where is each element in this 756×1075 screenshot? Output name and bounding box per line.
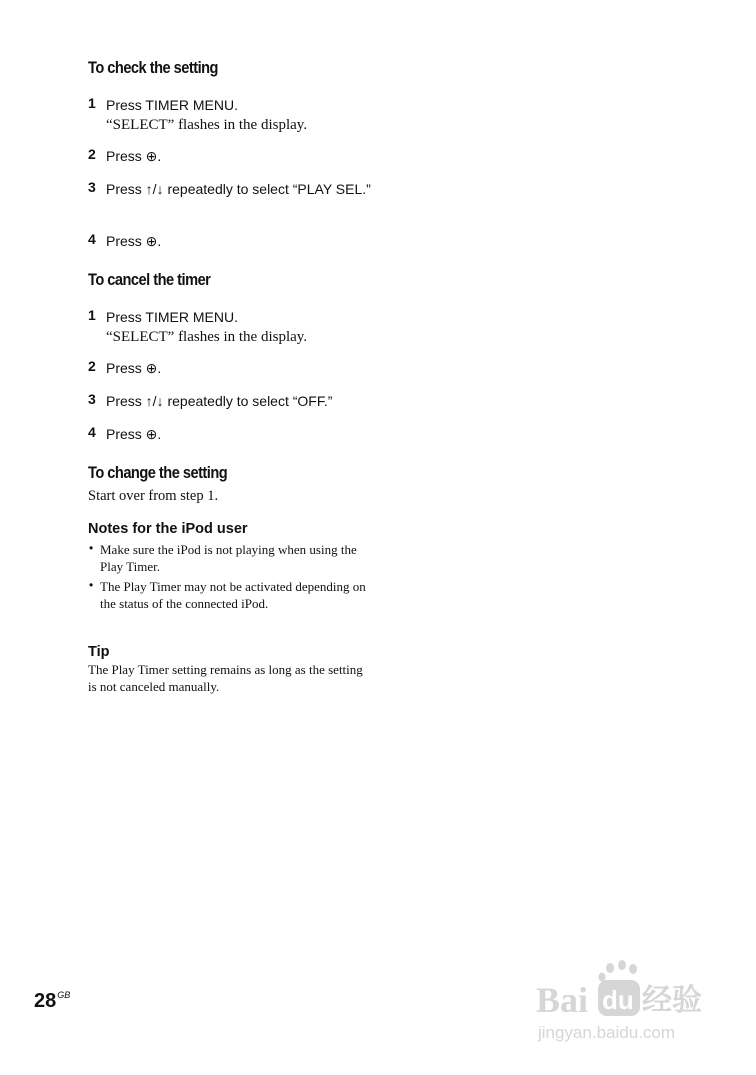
bullet-mark: • (89, 578, 94, 592)
page-number-suffix: GB (57, 990, 71, 1000)
step-number: 1 (88, 95, 96, 111)
step-number: 3 (88, 179, 96, 195)
tip-body: The Play Timer setting remains as long as the setting is not canceled manually. (88, 662, 363, 694)
step-text: Press ⊕. (106, 360, 162, 376)
heading-change-setting: To change the setting (88, 463, 228, 482)
step-text: Press ↑/↓ repeatedly to select “PLAY SEL.” (106, 181, 371, 197)
baidu-watermark-logo (536, 960, 711, 1050)
bullet-mark: • (89, 541, 94, 555)
step-number: 2 (88, 146, 96, 162)
watermark-brand: Bai (536, 980, 589, 1020)
heading-check-setting: To check the setting (88, 58, 218, 77)
step-text: Press ↑/↓ repeatedly to select “OFF.” (106, 393, 333, 409)
change-setting-body: Start over from step 1. (88, 488, 219, 504)
step-number: 1 (88, 307, 96, 323)
step-number: 2 (88, 358, 96, 374)
watermark-du: du (602, 985, 634, 1015)
watermark-url: jingyan.baidu.com (538, 1023, 676, 1042)
step-text: Press ⊕. (106, 148, 162, 164)
page-number (34, 990, 70, 1013)
note-text: The Play Timer may not be activated depending on the status of the connected iPod. (100, 579, 366, 611)
step-detail: “SELECT” flashes in the display. (106, 329, 308, 345)
note-text: Make sure the iPod is not playing when using the Play Timer. (100, 542, 357, 574)
tip-title: Tip (88, 644, 110, 660)
step-number: 4 (88, 424, 96, 440)
step-text: Press ⊕. (106, 233, 162, 249)
step-text: Press ⊕. (106, 426, 162, 442)
step-text: Press TIMER MENU. (106, 97, 238, 113)
watermark-cn: 经验 (642, 983, 702, 1018)
step-text: Press TIMER MENU. (106, 309, 238, 325)
paw-icon (599, 960, 638, 982)
page-number-value: 28 (34, 990, 57, 1012)
notes-title: Notes for the iPod user (88, 521, 248, 537)
step-number: 4 (88, 231, 96, 247)
step-number: 3 (88, 391, 96, 407)
step-detail: “SELECT” flashes in the display. (106, 117, 308, 133)
heading-cancel-timer: To cancel the timer (88, 270, 211, 289)
